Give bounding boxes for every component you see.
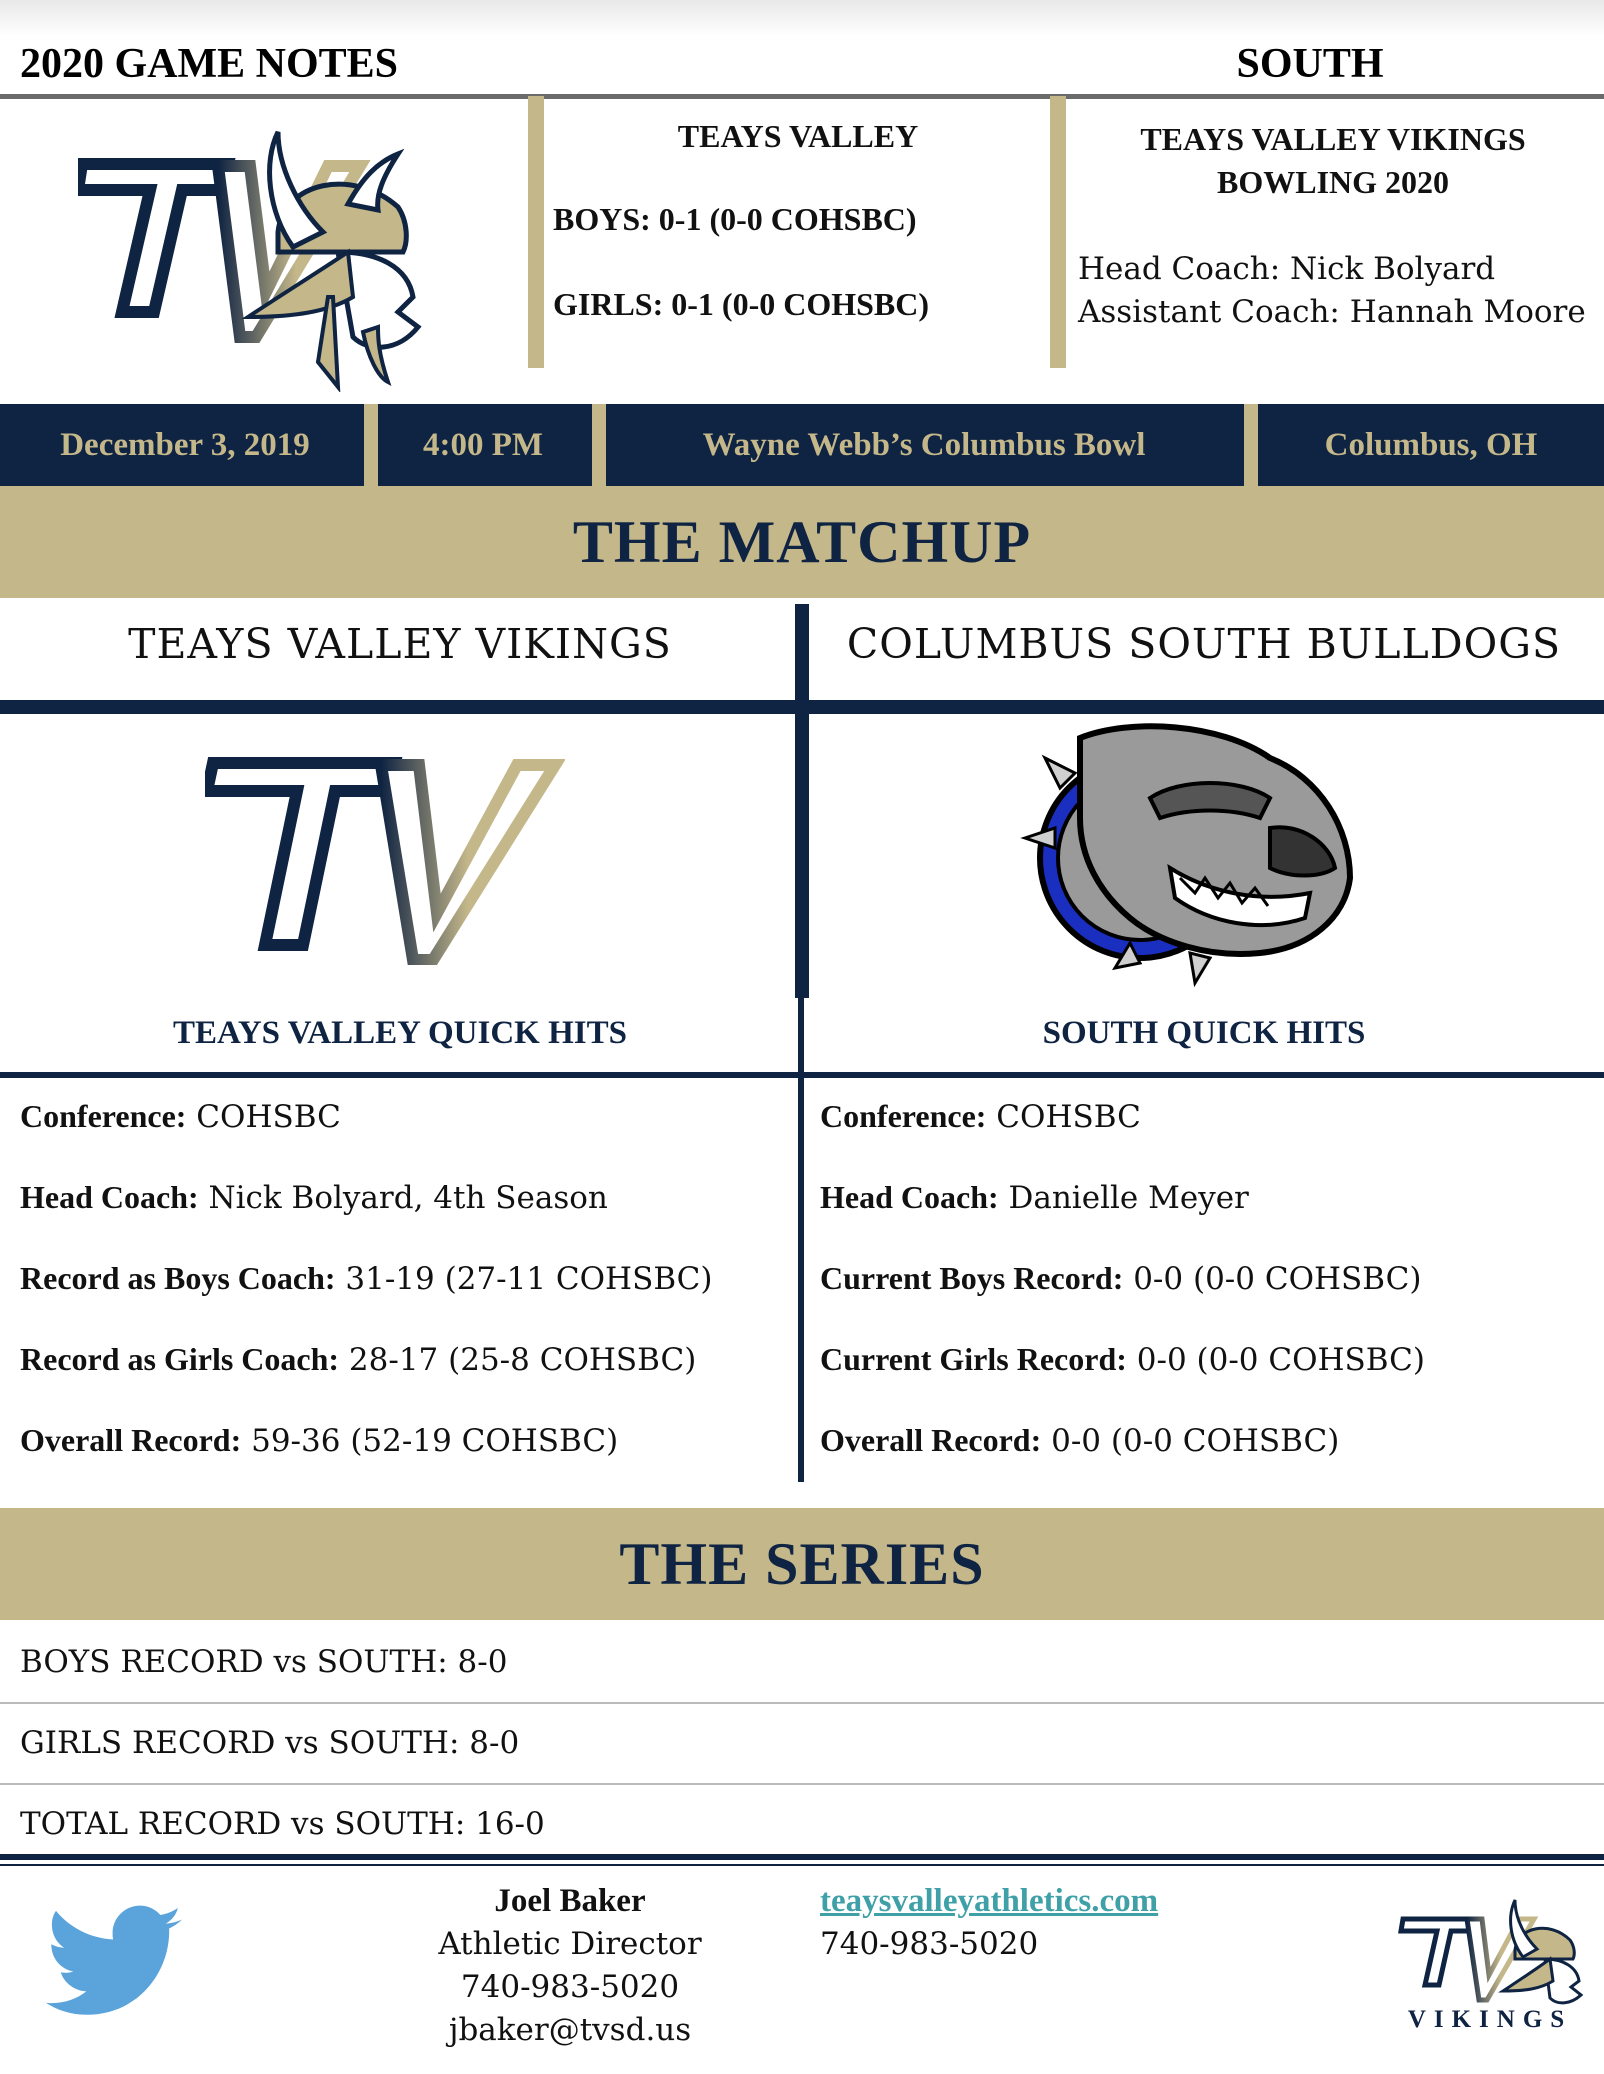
stat-value: 59-36 (52-19 COHSBC) xyxy=(241,1423,619,1459)
contact-role: Athletic Director xyxy=(438,1926,702,1962)
stat-value: COHSBC xyxy=(986,1099,1141,1135)
away-stats xyxy=(820,1098,1425,1503)
boys-record: BOYS: 0-1 (0-0 COHSBC) xyxy=(553,201,917,237)
stat-label: Conference: xyxy=(820,1098,987,1134)
team-info-title-line1: TEAYS VALLEY VIKINGS xyxy=(1140,121,1526,157)
team-records xyxy=(553,118,1043,371)
contact-name: Joel Baker xyxy=(494,1883,646,1919)
footer-rule-thin xyxy=(0,1864,1604,1866)
header-separator-1 xyxy=(528,96,544,368)
event-venue: Wayne Webb’s Columbus Bowl xyxy=(702,426,1146,463)
stat-value: 0-0 (0-0 COHSBC) xyxy=(1126,1342,1425,1378)
footer-rule-thick xyxy=(0,1854,1604,1860)
head-coach-line: Head Coach: Nick Bolyard xyxy=(1078,251,1496,287)
away-quick-hits-title: SOUTH QUICK HITS xyxy=(1042,1015,1366,1051)
stat-value: Nick Bolyard, 4th Season xyxy=(198,1180,608,1216)
info-divider-3 xyxy=(1244,404,1258,486)
header-title: 2020 GAME NOTES xyxy=(20,41,399,87)
stat-label: Current Girls Record: xyxy=(820,1341,1127,1377)
stats-center-divider xyxy=(798,998,804,1482)
stat-label: Record as Girls Coach: xyxy=(20,1341,340,1377)
stat-value: 0-0 (0-0 COHSBC) xyxy=(1041,1423,1340,1459)
stat-row xyxy=(820,1098,1425,1179)
stat-value: Danielle Meyer xyxy=(998,1180,1249,1216)
stat-row xyxy=(20,1260,713,1341)
stat-label: Overall Record: xyxy=(20,1422,242,1458)
series-girls-row: GIRLS RECORD vs SOUTH: 8-0 xyxy=(20,1725,520,1761)
website-block xyxy=(820,1880,1158,1966)
stat-row xyxy=(20,1179,713,1260)
website-link[interactable]: teaysvalleyathletics.com xyxy=(820,1883,1159,1919)
twitter-icon[interactable] xyxy=(42,1905,182,2023)
stat-row xyxy=(20,1341,713,1422)
event-date: December 3, 2019 xyxy=(60,426,310,463)
quick-hits-divider xyxy=(0,1072,1604,1078)
vikings-footer-logo xyxy=(1395,1895,1585,2010)
top-fade xyxy=(0,0,1604,36)
records-title: TEAYS VALLEY xyxy=(677,118,919,154)
matchup-banner: THE MATCHUP xyxy=(0,486,1604,598)
tv-logo xyxy=(205,755,565,965)
matchup-divider xyxy=(0,700,1604,714)
header-divider xyxy=(0,94,1604,99)
stat-row xyxy=(20,1422,713,1503)
contact-email[interactable]: jbaker@tvsd.us xyxy=(448,2012,692,2048)
stat-label: Head Coach: xyxy=(20,1179,199,1215)
stat-label: Conference: xyxy=(20,1098,187,1134)
info-divider-1 xyxy=(364,404,378,486)
header-separator-2 xyxy=(1050,96,1066,368)
stat-row xyxy=(20,1098,713,1179)
series-total-row: TOTAL RECORD vs SOUTH: 16-0 xyxy=(20,1806,545,1842)
opponent-title: SOUTH xyxy=(1236,41,1384,87)
event-info-bar xyxy=(0,404,1604,486)
stat-row xyxy=(820,1179,1425,1260)
team-info xyxy=(1078,118,1588,334)
stat-row xyxy=(820,1260,1425,1341)
matchup-center-divider xyxy=(795,604,809,998)
assistant-coach-line: Assistant Coach: Hannah Moore xyxy=(1078,294,1586,330)
website-phone: 740-983-5020 xyxy=(820,1926,1039,1962)
event-time: 4:00 PM xyxy=(422,426,544,463)
team-info-title-line2: BOWLING 2020 xyxy=(1216,164,1450,200)
stat-value: COHSBC xyxy=(186,1099,341,1135)
stat-label: Record as Boys Coach: xyxy=(20,1260,336,1296)
stat-label: Head Coach: xyxy=(820,1179,999,1215)
teays-valley-vikings-logo xyxy=(78,122,478,392)
stat-row xyxy=(820,1422,1425,1503)
bulldog-logo xyxy=(1020,718,1360,988)
stat-value: 28-17 (25-8 COHSBC) xyxy=(339,1342,697,1378)
stat-label: Current Boys Record: xyxy=(820,1260,1124,1296)
away-team-name: COLUMBUS SOUTH BULLDOGS xyxy=(846,620,1562,668)
series-boys-row: BOYS RECORD vs SOUTH: 8-0 xyxy=(20,1644,508,1680)
series-banner: THE SERIES xyxy=(0,1508,1604,1620)
vikings-wordmark: VIKINGS xyxy=(1407,2006,1573,2033)
contact-block xyxy=(380,1880,760,2052)
home-stats xyxy=(20,1098,713,1503)
event-location: Columbus, OH xyxy=(1324,426,1538,463)
home-team-name: TEAYS VALLEY VIKINGS xyxy=(128,620,672,668)
home-quick-hits-title: TEAYS VALLEY QUICK HITS xyxy=(173,1015,627,1051)
stat-row xyxy=(820,1341,1425,1422)
info-divider-2 xyxy=(592,404,606,486)
contact-phone: 740-983-5020 xyxy=(460,1969,680,2005)
team-info-title xyxy=(1078,118,1588,204)
stat-label: Overall Record: xyxy=(820,1422,1042,1458)
girls-record: GIRLS: 0-1 (0-0 COHSBC) xyxy=(553,286,930,322)
stat-value: 0-0 (0-0 COHSBC) xyxy=(1123,1261,1422,1297)
stat-value: 31-19 (27-11 COHSBC) xyxy=(335,1261,713,1297)
